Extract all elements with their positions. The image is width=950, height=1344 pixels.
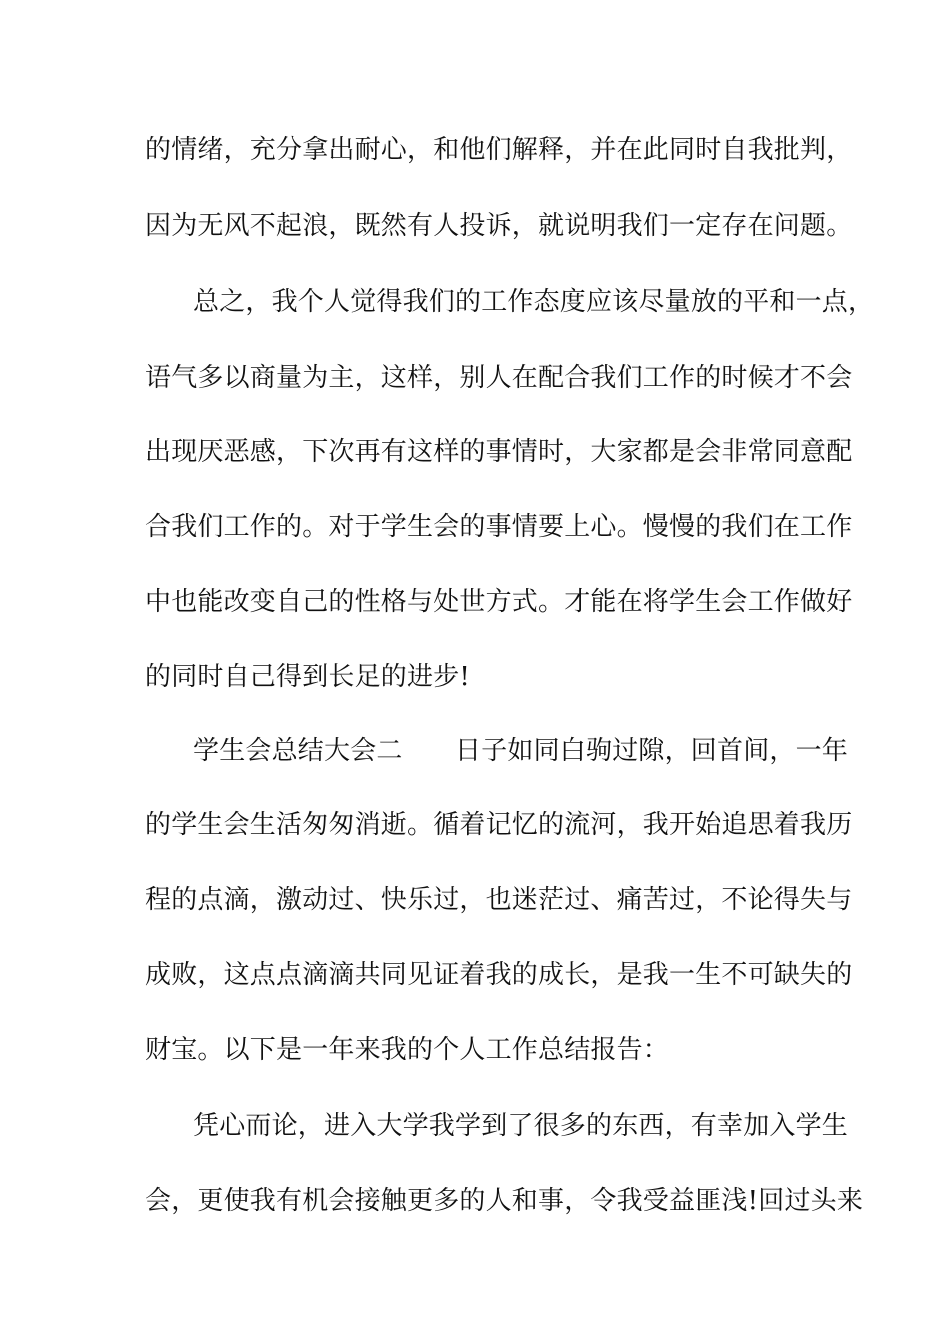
text-line-6: 合我们工作的。对于学生会的事情要上心。慢慢的我们在工作 xyxy=(145,512,853,542)
text-line-10: 的学生会生活匆匆消逝。循着记忆的流河，我开始追思着我历 xyxy=(145,810,853,840)
text-line-5: 出现厌恶感，下次再有这样的事情时，大家都是会非常同意配 xyxy=(145,437,853,467)
text-line-15: 会，更使我有机会接触更多的人和事，令我受益匪浅!回过头来 xyxy=(145,1186,864,1216)
text-line-12: 成败，这点点滴滴共同见证着我的成长，是我一生不可缺失的 xyxy=(145,960,853,990)
text-line-8: 的同时自己得到长足的进步! xyxy=(145,662,471,692)
text-line-1: 的情绪，充分拿出耐心，和他们解释，并在此同时自我批判， xyxy=(145,135,853,165)
section-heading-line: 学生会总结大会二 日子如同白驹过隙，回首间，一年 xyxy=(193,736,849,766)
text-line-7: 中也能改变自己的性格与处世方式。才能在将学生会工作做好 xyxy=(145,587,853,617)
text-line-2: 因为无风不起浪，既然有人投诉，就说明我们一定存在问题。 xyxy=(145,211,853,241)
paragraph-start-line: 总之，我个人觉得我们的工作态度应该尽量放的平和一点， xyxy=(193,287,875,317)
paragraph-start-line-2: 凭心而论，进入大学我学到了很多的东西，有幸加入学生 xyxy=(193,1111,849,1141)
text-line-4: 语气多以商量为主，这样，别人在配合我们工作的时候才不会 xyxy=(145,363,853,393)
text-line-11: 程的点滴，激动过、快乐过，也迷茫过、痛苦过，不论得失与 xyxy=(145,885,853,915)
text-line-13: 财宝。以下是一年来我的个人工作总结报告： xyxy=(145,1035,670,1065)
